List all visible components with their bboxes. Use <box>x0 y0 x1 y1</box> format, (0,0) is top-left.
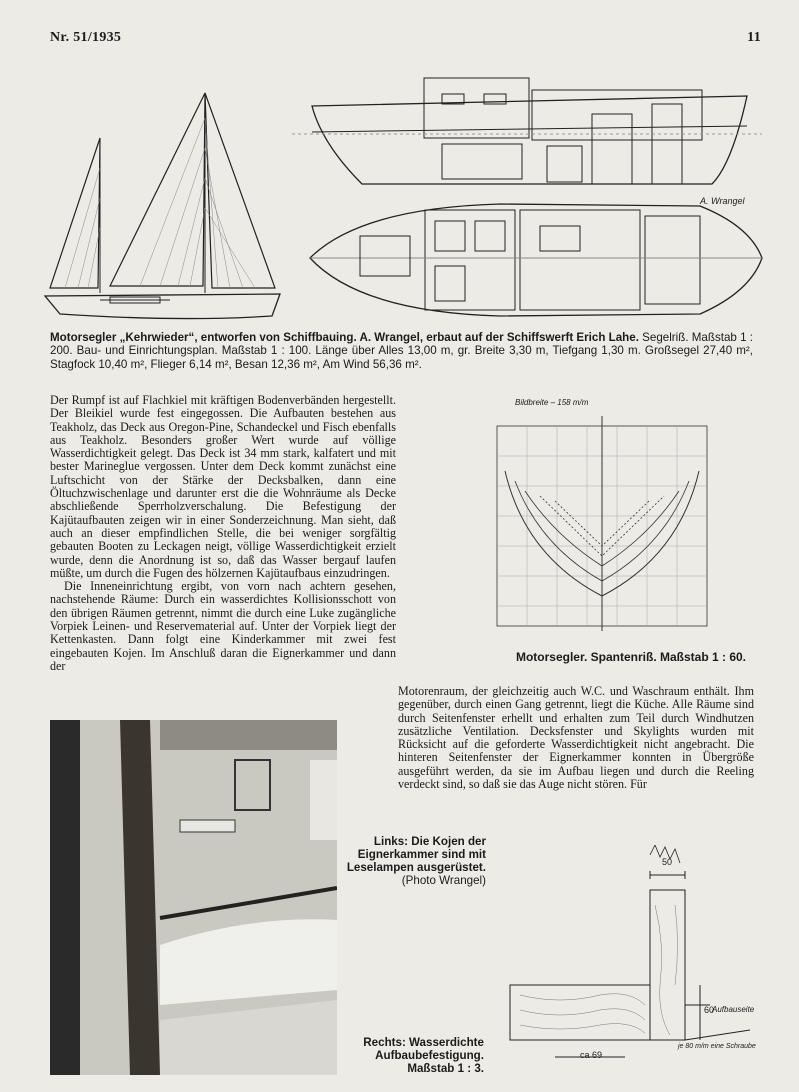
detail-caption: Rechts: Wasserdichte Aufbaubefestigung. Maßstab 1 : 3. <box>363 1036 484 1075</box>
plan-signature: A. Wrangel <box>700 196 745 206</box>
sailboat-drawing-icon <box>40 88 290 328</box>
page-number: 11 <box>747 30 761 45</box>
sail-plan-figure <box>40 88 290 328</box>
dim-bottom: ca 69 <box>580 1050 603 1060</box>
watertight-joint-drawing-icon <box>500 845 760 1070</box>
main-caption-text: Segelriß. Maßstab 1 : 200. Bau- und Einrichtungsplan. Maßstab 1 : 100. Länge über Alles 13,00 m, gr. Breite 3,30 m, Tiefgang 1,30 m. Großsegel 27,40 m², Stagfock 10,40 m², Flieger 6,14 m², Besan 12,36 m², Am Wind 56,36 m². <box>50 331 754 371</box>
article-column-right: Motorenraum, der gleichzeitig auch W.C. und Waschraum enthält. Ihm gegenüber, durch einen Gang getrennt, liegt die Küche. Alle Räume sind durch Seitenfenster erhellt und erhalten zum Teil durch Windhutzen zusätzliche Ventilation. Decksfenster und Skylights wurden mit Rücksicht auf die geforderte Wasserdichtigkeit nicht angebracht. Die hinteren Seitenfenster der Eignerkammer konnten in Übergröße ausgeführt werden, da sie im Aufbau liegen und durch die Reeling verdeckt sind, so daß sie das Auge nicht stören. Für <box>398 684 754 792</box>
main-caption <box>50 331 753 371</box>
dim-right: 60 <box>704 1005 715 1015</box>
note-upper: Aufbauseite <box>712 1005 755 1014</box>
deck-plan-figure <box>300 196 770 328</box>
detail-drawing-figure <box>500 845 760 1070</box>
profile-plan-figure <box>292 74 762 194</box>
photo-caption <box>340 835 486 887</box>
issue-number: Nr. 51/1935 <box>50 30 122 45</box>
boat-deck-plan-drawing-icon <box>300 196 770 328</box>
frame-plan-top-label: Bildbreite – 158 m/m <box>515 398 589 407</box>
cabin-photo <box>50 720 337 1075</box>
paragraph-1: Der Rumpf ist auf Flachkiel mit kräftigen Bodenverbänden hergestellt. Der Bleikiel wurde fest eingegossen. Die Aufbauten bestehen aus Teakholz, das Deck aus Oregon-Pine, Schandeckel und Fisch ebenfalls aus Teakholz. Besonders großer Wert wurde auf völlige Wasserdichtigkeit gelegt. Das Deck ist 34 mm stark, kalfatert und mit bester Marineglue vergossen. Unter dem Deck kommt zunächst eine Luftschicht von der Stärke der Decksbalken, dann eine Öltuchzwischenlage und darunter erst die die Wohnräume als Decke abschließende Sperrholzverschalung. Die Befestigung der Kajütaufbauten zeigen wir in einer Sonderzeichnung. Man sieht, daß auch an dieser empfindlichen Stelle, die bei weniger sorgfältig gebauten Booten zu Leckagen neigt, völlige Wasserdichtigkeit erzielt wurde, denn die Anordnung ist so, daß das Wasser bergauf laufen müßte, um durch die Fugen des hölzernen Kajütaufbaus einzudringen. <box>50 393 396 580</box>
photo-caption-text: Links: Die Kojen der Eignerkammer sind mit Leselampen ausgerüstet. <box>346 835 486 874</box>
dim-top: 50 <box>662 857 673 867</box>
article-column-left <box>50 394 396 673</box>
note-lower: je 80 m/m eine Schraube <box>678 1043 756 1050</box>
cabin-photo-icon <box>50 720 337 1075</box>
paragraph-2: Die Inneneinrichtung ergibt, von vorn nach achtern gesehen, nachstehende Räume: Durch ein wasserdichtes Kollisionsschott von den übrigen Räumen getrennt, nimmt die durch eine Luke zugängliche Vorpiek Leinen- und Reservematerial auf. Unter der Vorpiek liegt der Kettenkasten. Dann folgt eine Kinderkammer mit zwei fest eingebauten Kojen. Im Anschluß daran die Eignerkammer und dann der <box>50 579 396 673</box>
frame-lines-drawing-icon <box>455 396 755 646</box>
frame-plan-caption: Motorsegler. Spantenriß. Maßstab 1 : 60. <box>515 650 747 664</box>
photo-credit: (Photo Wrangel) <box>401 874 486 887</box>
frame-plan-figure <box>455 396 755 646</box>
boat-profile-drawing-icon <box>292 74 762 194</box>
main-caption-title: Motorsegler „Kehrwieder“, entworfen von Schiffbauing. A. Wrangel, erbaut auf der Schiffswerft Erich Lahe. <box>50 331 639 344</box>
